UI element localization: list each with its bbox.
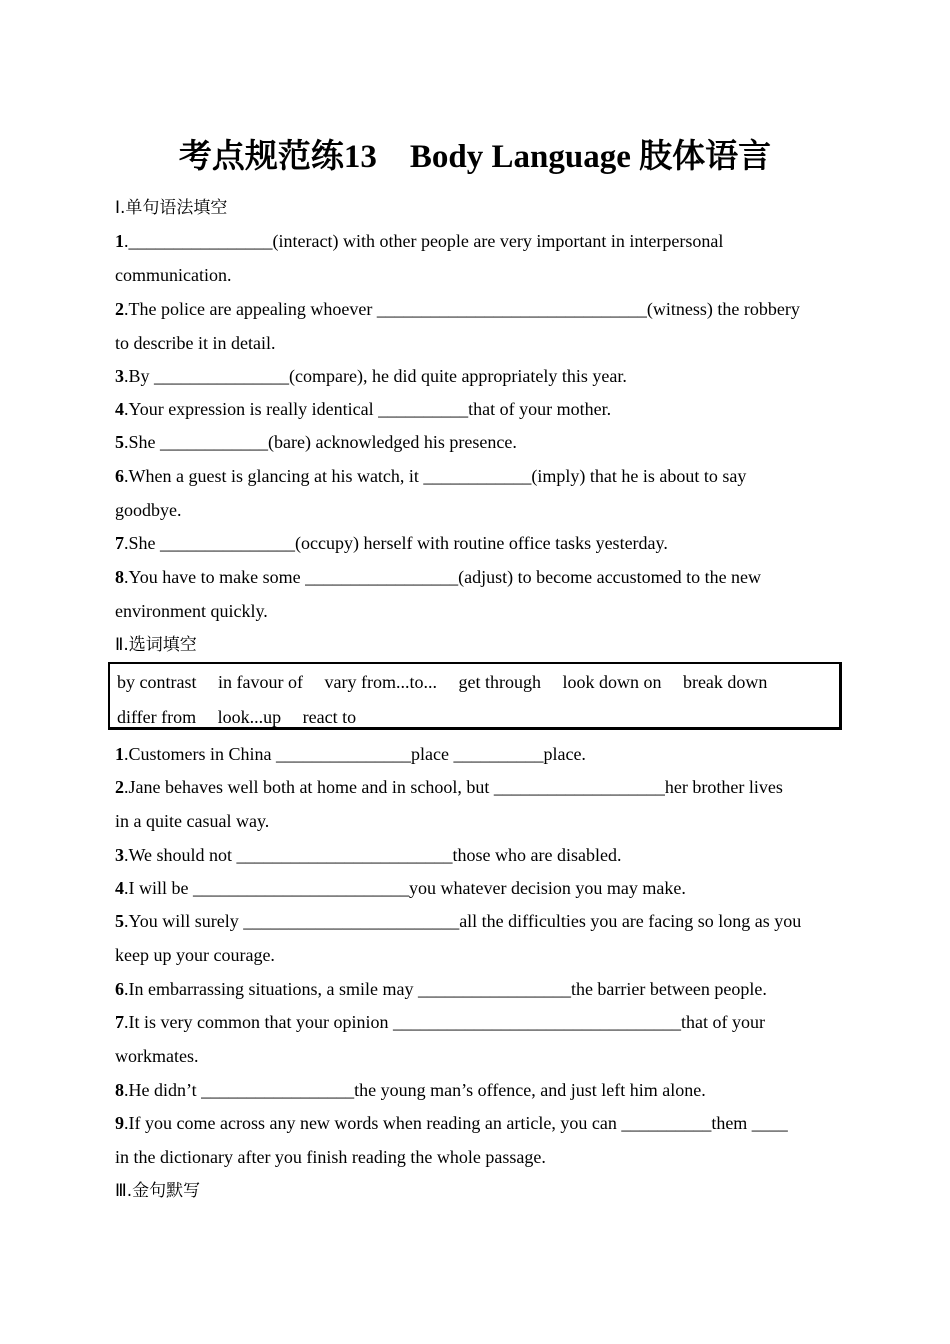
- s2-item-6: [115, 977, 767, 1001]
- s1-item-4: [115, 397, 611, 421]
- item-text: .Your expression is really identical __________that of your mother.: [124, 399, 612, 419]
- s1-item-2-cont: to describe it in detail.: [115, 333, 276, 353]
- s2-item-9: [115, 1111, 788, 1135]
- s2-item-8: [115, 1078, 706, 1102]
- s2-item-5: [115, 909, 801, 933]
- s1-item-5: [115, 430, 517, 454]
- item-number: 4: [115, 878, 124, 898]
- item-text: .By _______________(compare), he did quite appropriately this year.: [124, 366, 627, 386]
- item-text: .Jane behaves well both at home and in school, but ___________________her brother lives: [124, 777, 783, 797]
- section-1-heading: Ⅰ.单句语法填空: [115, 198, 228, 218]
- word-bank-phrase: react to: [302, 707, 357, 727]
- item-text: .You have to make some _________________(adjust) to become accustomed to the new: [124, 567, 762, 587]
- word-bank-phrase: by contrast: [117, 672, 197, 692]
- item-text: .He didn’t _________________the young man’s offence, and just left him alone.: [124, 1080, 706, 1100]
- word-bank-row-2: [117, 705, 373, 729]
- s2-item-2: [115, 775, 783, 799]
- word-bank-phrase: vary from...to...: [324, 672, 437, 692]
- item-number: 7: [115, 1012, 124, 1032]
- item-number: 7: [115, 533, 124, 553]
- word-bank-phrase: get through: [458, 672, 541, 692]
- item-number: 9: [115, 1113, 124, 1133]
- s1-item-1-cont: communication.: [115, 265, 232, 285]
- item-text: .In embarrassing situations, a smile may _________________the barrier between people.: [124, 979, 767, 999]
- item-text: .She _______________(occupy) herself with routine office tasks yesterday.: [124, 533, 668, 553]
- item-text: .It is very common that your opinion ________________________________that of your: [124, 1012, 765, 1032]
- s2-item-1: [115, 742, 586, 766]
- item-number: 2: [115, 777, 124, 797]
- word-bank-row-1: [117, 670, 784, 694]
- item-text: .When a guest is glancing at his watch, it ____________(imply) that he is about to say: [124, 466, 747, 486]
- item-text: .She ____________(bare) acknowledged his presence.: [124, 432, 517, 452]
- item-text: .The police are appealing whoever ______________________________(witness) the robbery: [124, 299, 800, 319]
- s2-item-2-cont: in a quite casual way.: [115, 811, 270, 831]
- word-bank-phrase: look...up: [217, 707, 282, 727]
- item-number: 8: [115, 567, 124, 587]
- s1-item-6: [115, 464, 746, 488]
- section-2-heading: Ⅱ.选词填空: [115, 635, 197, 655]
- s1-item-3: [115, 364, 627, 388]
- item-number: 3: [115, 845, 124, 865]
- s1-item-1: [115, 229, 723, 253]
- item-number: 5: [115, 432, 124, 452]
- word-bank-box: [108, 662, 842, 730]
- s2-item-5-cont: keep up your courage.: [115, 945, 275, 965]
- word-bank-phrase: break down: [682, 672, 768, 692]
- item-number: 5: [115, 911, 124, 931]
- item-number: 1: [115, 744, 124, 764]
- s2-item-9-cont: in the dictionary after you finish reading the whole passage.: [115, 1147, 546, 1167]
- word-bank-phrase: look down on: [562, 672, 662, 692]
- item-number: 6: [115, 979, 124, 999]
- s1-item-8: [115, 565, 761, 589]
- item-number: 3: [115, 366, 124, 386]
- item-text: .Customers in China _______________place __________place.: [124, 744, 586, 764]
- s2-item-7: [115, 1010, 765, 1034]
- item-text: .We should not ________________________those who are disabled.: [124, 845, 622, 865]
- item-number: 2: [115, 299, 124, 319]
- s2-item-7-cont: workmates.: [115, 1046, 199, 1066]
- item-number: 1: [115, 231, 124, 251]
- item-text: .You will surely ________________________all the difficulties you are facing so long as you: [124, 911, 802, 931]
- item-text: .I will be ________________________you whatever decision you may make.: [124, 878, 686, 898]
- s1-item-6-cont: goodbye.: [115, 500, 182, 520]
- s2-item-4: [115, 876, 686, 900]
- s1-item-2: [115, 297, 800, 321]
- item-number: 4: [115, 399, 124, 419]
- word-bank-phrase: differ from: [117, 707, 197, 727]
- page-title: 考点规范练13 Body Language 肢体语言: [178, 139, 772, 175]
- item-number: 8: [115, 1080, 124, 1100]
- item-number: 6: [115, 466, 124, 486]
- s2-item-3: [115, 843, 622, 867]
- item-text: .If you come across any new words when reading an article, you can __________them ____: [124, 1113, 788, 1133]
- s1-item-7: [115, 531, 668, 555]
- section-3-heading: Ⅲ.金句默写: [115, 1181, 201, 1201]
- s1-item-8-cont: environment quickly.: [115, 601, 268, 621]
- word-bank-phrase: in favour of: [217, 672, 303, 692]
- item-text: .________________(interact) with other people are very important in interpersonal: [124, 231, 724, 251]
